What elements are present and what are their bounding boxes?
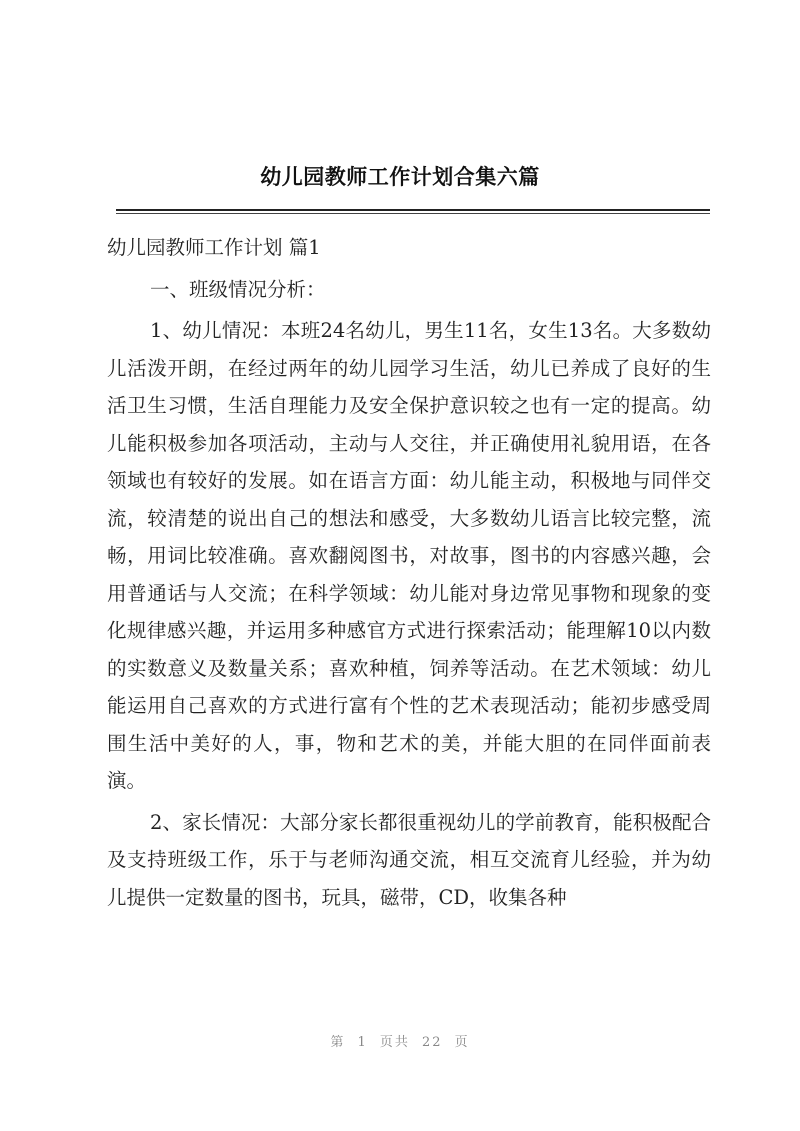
paragraph-parents-situation: 2、家长情况：大部分家长都很重视幼儿的学前教育，能积极配合及支持班级工作，乐于与老师沟通交流，相互交流育儿经验，并为幼儿提供一定数量的图书，玩具，磁带，CD，收集各种 (107, 810, 711, 909)
document-body (107, 229, 711, 920)
page-number-footer: 第 1 页共 22 页 (330, 1035, 470, 1050)
paragraph-children-situation: 1、幼儿情况：本班24名幼儿，男生11名，女生13名。大多数幼儿活泼开朗，在经过两年的幼儿园学习生活，幼儿已养成了良好的生活卫生习惯，生活自理能力及安全保护意识较之也有一定的提高。幼儿能积极参加各项活动，主动与人交往，并正确使用礼貌用语，在各领域也有较好的发展。如在语言方面：幼儿能主动，积极地与同伴交流，较清楚的说出自己的想法和感受，大多数幼儿语言比较完整，流畅，用词比较准确。喜欢翻阅图书，对故事，图书的内容感兴趣，会用普通话与人交流；在科学领域：幼儿能对身边常见事物和现象的变化规律感兴趣，并运用多种感官方式进行探索活动；能理解10以内数的实数意义及数量关系；喜欢种植，饲养等活动。在艺术领域：幼儿能运用自己喜欢的方式进行富有个性的艺术表现活动；能初步感受周围生活中美好的人，事，物和艺术的美，并能大胆的在同伴面前表演。 (107, 319, 711, 792)
document-title: 幼儿园教师工作计划合集六篇 (260, 164, 540, 189)
subheading: 一、班级情况分析： (150, 277, 326, 301)
title-divider (116, 209, 710, 211)
section-heading: 幼儿园教师工作计划 篇1 (107, 236, 321, 259)
